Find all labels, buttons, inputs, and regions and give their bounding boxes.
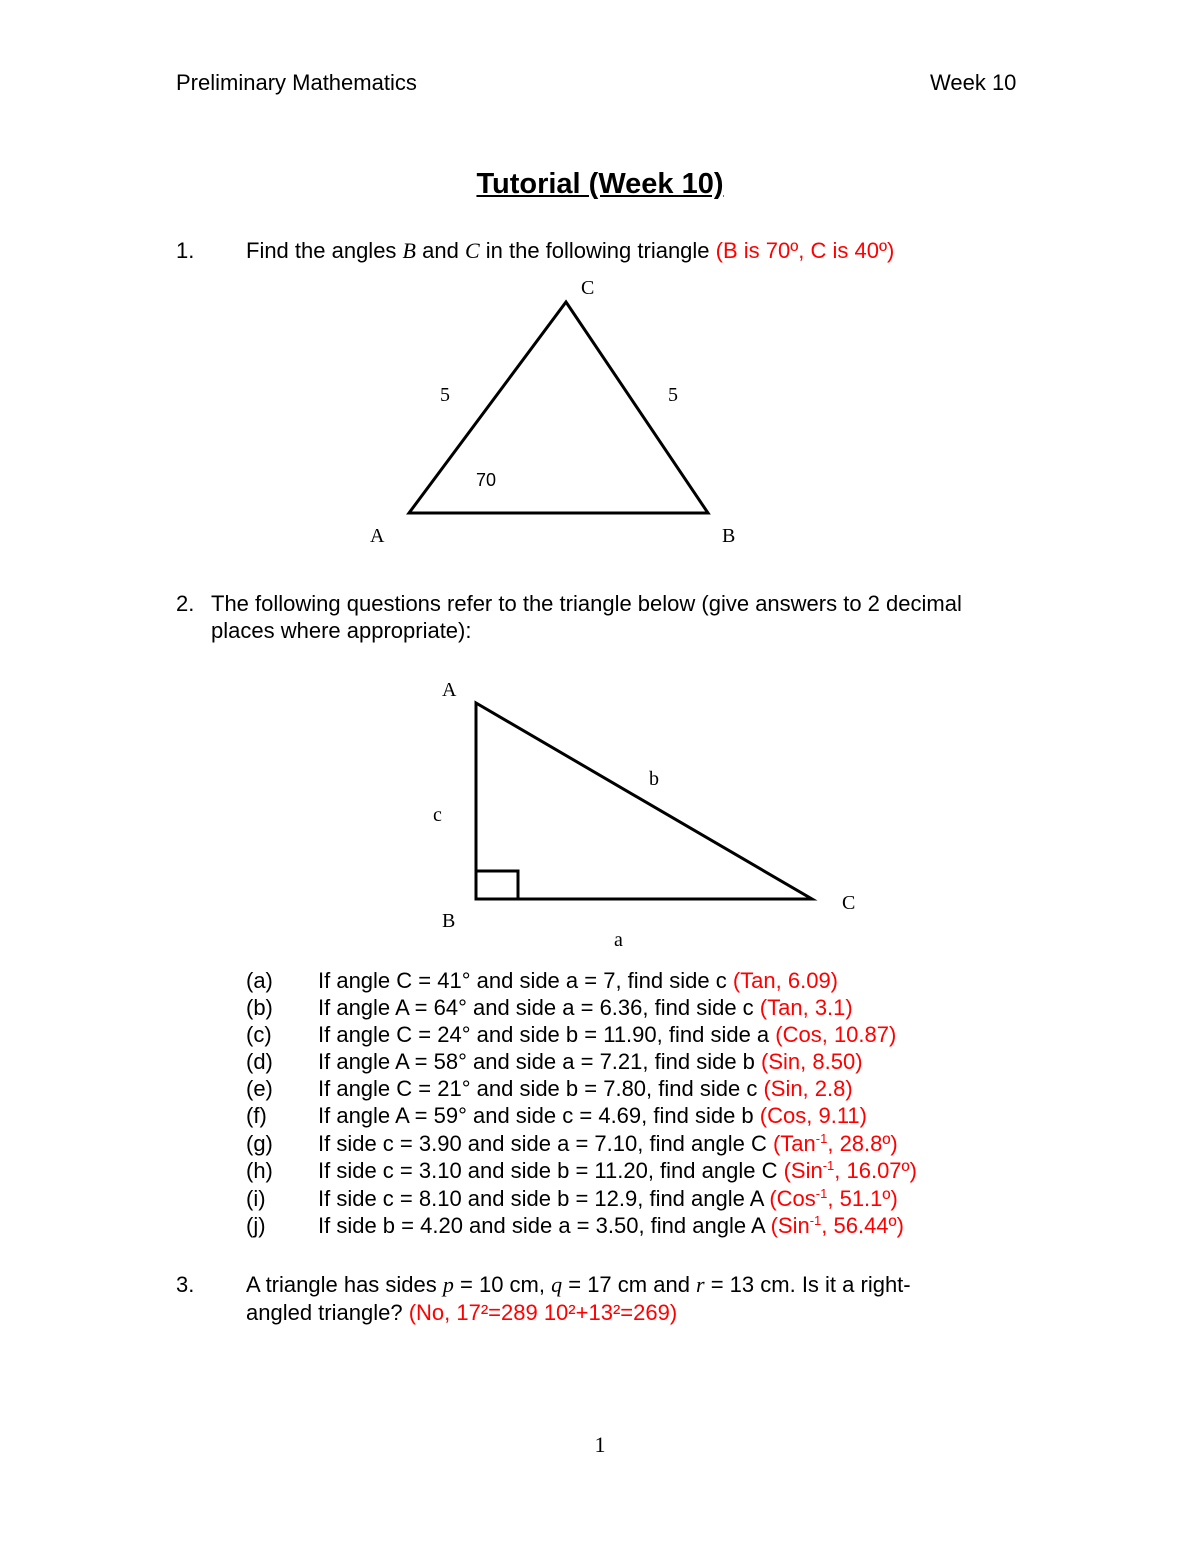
q2-item-answer: (Tan$^{-1}$, 28.8º) — [772, 1131, 898, 1156]
q3-line2: angled triangle? (No, 17²=289 10²+13²=269) — [246, 1300, 678, 1325]
q2-item-answer: (Tan, 6.09) — [732, 968, 839, 993]
q2-item-letter: (d) — [246, 1049, 273, 1074]
q2-item-text: If angle A = 59° and side c = 4.69, find side b — [318, 1103, 760, 1128]
q1-angle-a: 70 — [476, 470, 497, 490]
q2-side-a: a — [614, 929, 623, 951]
q1-vertex-b: B — [722, 525, 736, 547]
q3-var-p: p — [442, 1272, 454, 1297]
q2-vertex-b: B — [442, 910, 456, 932]
q2-item-letter: (i) — [246, 1186, 266, 1211]
q1-vertex-a: A — [370, 525, 385, 547]
q2-item-text: If angle C = 41° and side a = 7, find side c — [318, 968, 733, 993]
q2-item-answer: (Sin, 8.50) — [761, 1049, 863, 1074]
q3-answer: (No, 17²=289 10²+13²=269) — [408, 1300, 678, 1325]
q1-text-and: and — [416, 238, 465, 263]
q2-item-answer: (Sin$^{-1}$, 56.44º) — [770, 1213, 904, 1238]
q3-var-r: r — [696, 1272, 705, 1297]
page-title: Tutorial (Week 10) — [476, 168, 724, 200]
q1-var-c: C — [464, 238, 480, 263]
q3-line1: A triangle has sides p = 10 cm, q = 17 cm and r = 13 cm. Is it a right- — [246, 1272, 911, 1297]
q2-item-letter: (b) — [246, 995, 273, 1020]
page-number: 1 — [594, 1432, 606, 1457]
q1-side-left: 5 — [440, 384, 450, 406]
q2-item-answer: (Cos, 10.87) — [775, 1022, 897, 1047]
q2-item-text: If side c = 3.10 and side b = 11.20, find angle C — [318, 1158, 784, 1183]
q2-item-answer: (Cos, 9.11) — [759, 1103, 867, 1128]
q2-item-answer: (Tan, 3.1) — [759, 995, 853, 1020]
q2-side-c: c — [433, 804, 442, 826]
q2-item-text: If side c = 3.90 and side a = 7.10, find angle C — [318, 1131, 773, 1156]
q2-item-letter: (c) — [246, 1022, 272, 1047]
q2-number: 2. — [176, 591, 195, 616]
q2-item-letter: (f) — [246, 1103, 267, 1128]
q2-side-b: b — [649, 768, 659, 790]
q1-text-post: in the following triangle — [479, 238, 716, 263]
q1-triangle-shape — [409, 302, 708, 513]
q2-item-text: If angle C = 24° and side b = 11.90, find side a — [318, 1022, 776, 1047]
q2-item-answer: (Sin, 2.8) — [763, 1076, 853, 1101]
q2-vertex-a: A — [442, 679, 457, 701]
q1-answer: (B is 70º, C is 40º) — [715, 238, 895, 263]
q3-var-q: q — [551, 1272, 563, 1297]
q2-item-text: If side b = 4.20 and side a = 3.50, find angle A — [318, 1213, 771, 1238]
q1-number: 1. — [176, 238, 195, 263]
q2-item-letter: (h) — [246, 1158, 273, 1183]
q1-var-b: B — [402, 238, 416, 263]
header-course: Preliminary Mathematics — [176, 70, 417, 95]
q1-vertex-c: C — [581, 277, 595, 299]
header-week: Week 10 — [930, 70, 1017, 95]
q2-vertex-c: C — [842, 892, 856, 914]
q1-side-right: 5 — [668, 384, 678, 406]
q2-item-letter: (g) — [246, 1131, 273, 1156]
q3-number: 3. — [176, 1272, 195, 1297]
q2-item-letter: (j) — [246, 1213, 266, 1238]
q2-item-text: If angle C = 21° and side b = 7.80, find side c — [318, 1076, 764, 1101]
q2-triangle-shape — [476, 703, 812, 899]
q2-item-text: If angle A = 64° and side a = 6.36, find side c — [318, 995, 760, 1020]
right-angle-marker — [476, 871, 518, 899]
q2-line1: The following questions refer to the triangle below (give answers to 2 decimal — [211, 591, 962, 616]
q2-item-text: If side c = 8.10 and side b = 12.9, find angle A — [318, 1186, 770, 1211]
q2-item-answer: (Cos$^{-1}$, 51.1º) — [769, 1186, 898, 1211]
q2-item-text: If angle A = 58° and side a = 7.21, find side b — [318, 1049, 762, 1074]
q2-item-letter: (a) — [246, 968, 273, 993]
q2-item-letter: (e) — [246, 1076, 273, 1101]
q2-line2: places where appropriate): — [211, 618, 472, 643]
q2-item-answer: (Sin$^{-1}$, 16.07º) — [783, 1158, 917, 1183]
q1-text-pre: Find the angles — [246, 238, 403, 263]
